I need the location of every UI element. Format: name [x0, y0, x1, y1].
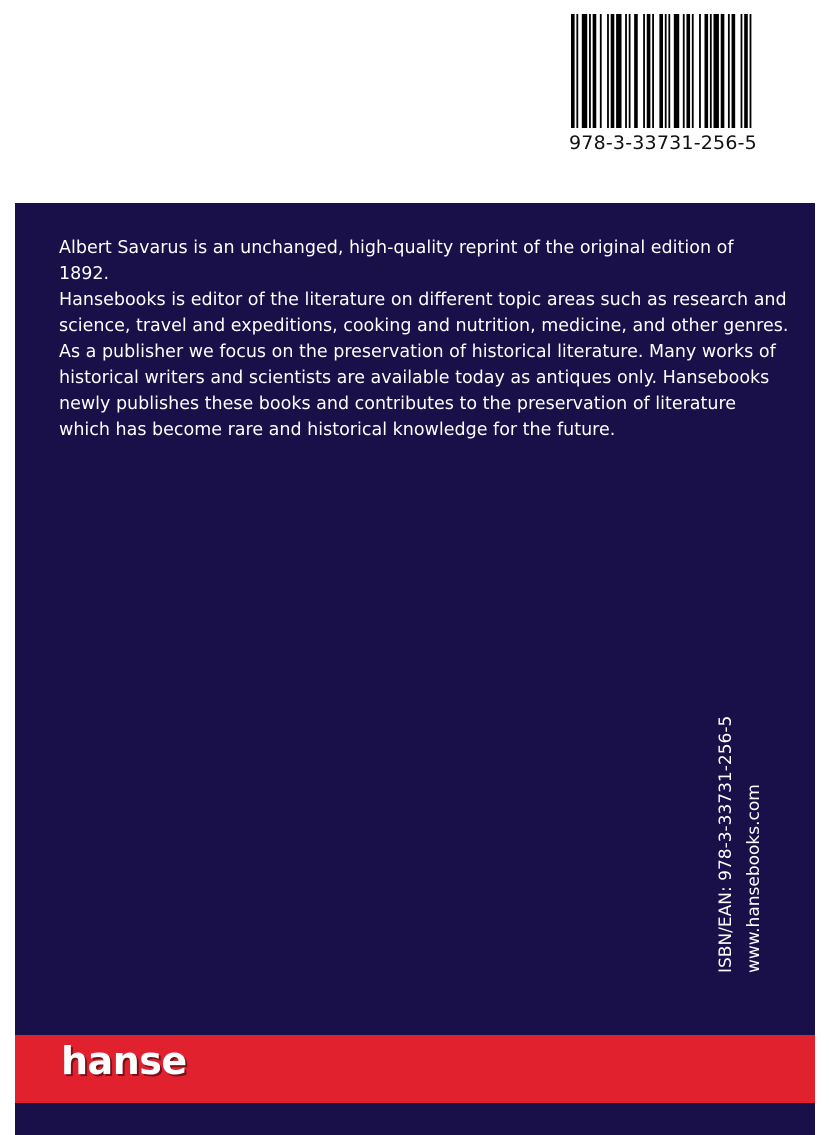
- barcode-block: [563, 14, 763, 154]
- hanse-logo: hanse: [61, 1039, 187, 1083]
- publisher-band: [15, 1035, 815, 1103]
- blurb-text: [59, 235, 789, 443]
- back-cover-panel: [15, 203, 815, 1135]
- blurb-paragraph-1: Albert Savarus is an unchanged, high-quality reprint of the original edition of 1892.: [59, 238, 734, 284]
- blurb-paragraph-2: Hansebooks is editor of the literature on different topic areas such as research and science, travel and expeditions, cooking and nutrition, medicine, and other genres. As a publisher we focus on the preservation of historical literature. Many works of historical writers and scientists are available today as antiques only. Hansebooks newly publishes these books and contributes to the preservation of literature which has become rare and historical knowledge for the future.: [59, 290, 789, 440]
- barcode-icon: [571, 14, 755, 128]
- barcode-number: 978-3-33731-256-5: [569, 132, 757, 154]
- isbn-label: ISBN/EAN: 978-3-33731-256-5: [716, 715, 736, 973]
- publisher-url: www.hansebooks.com: [744, 784, 764, 973]
